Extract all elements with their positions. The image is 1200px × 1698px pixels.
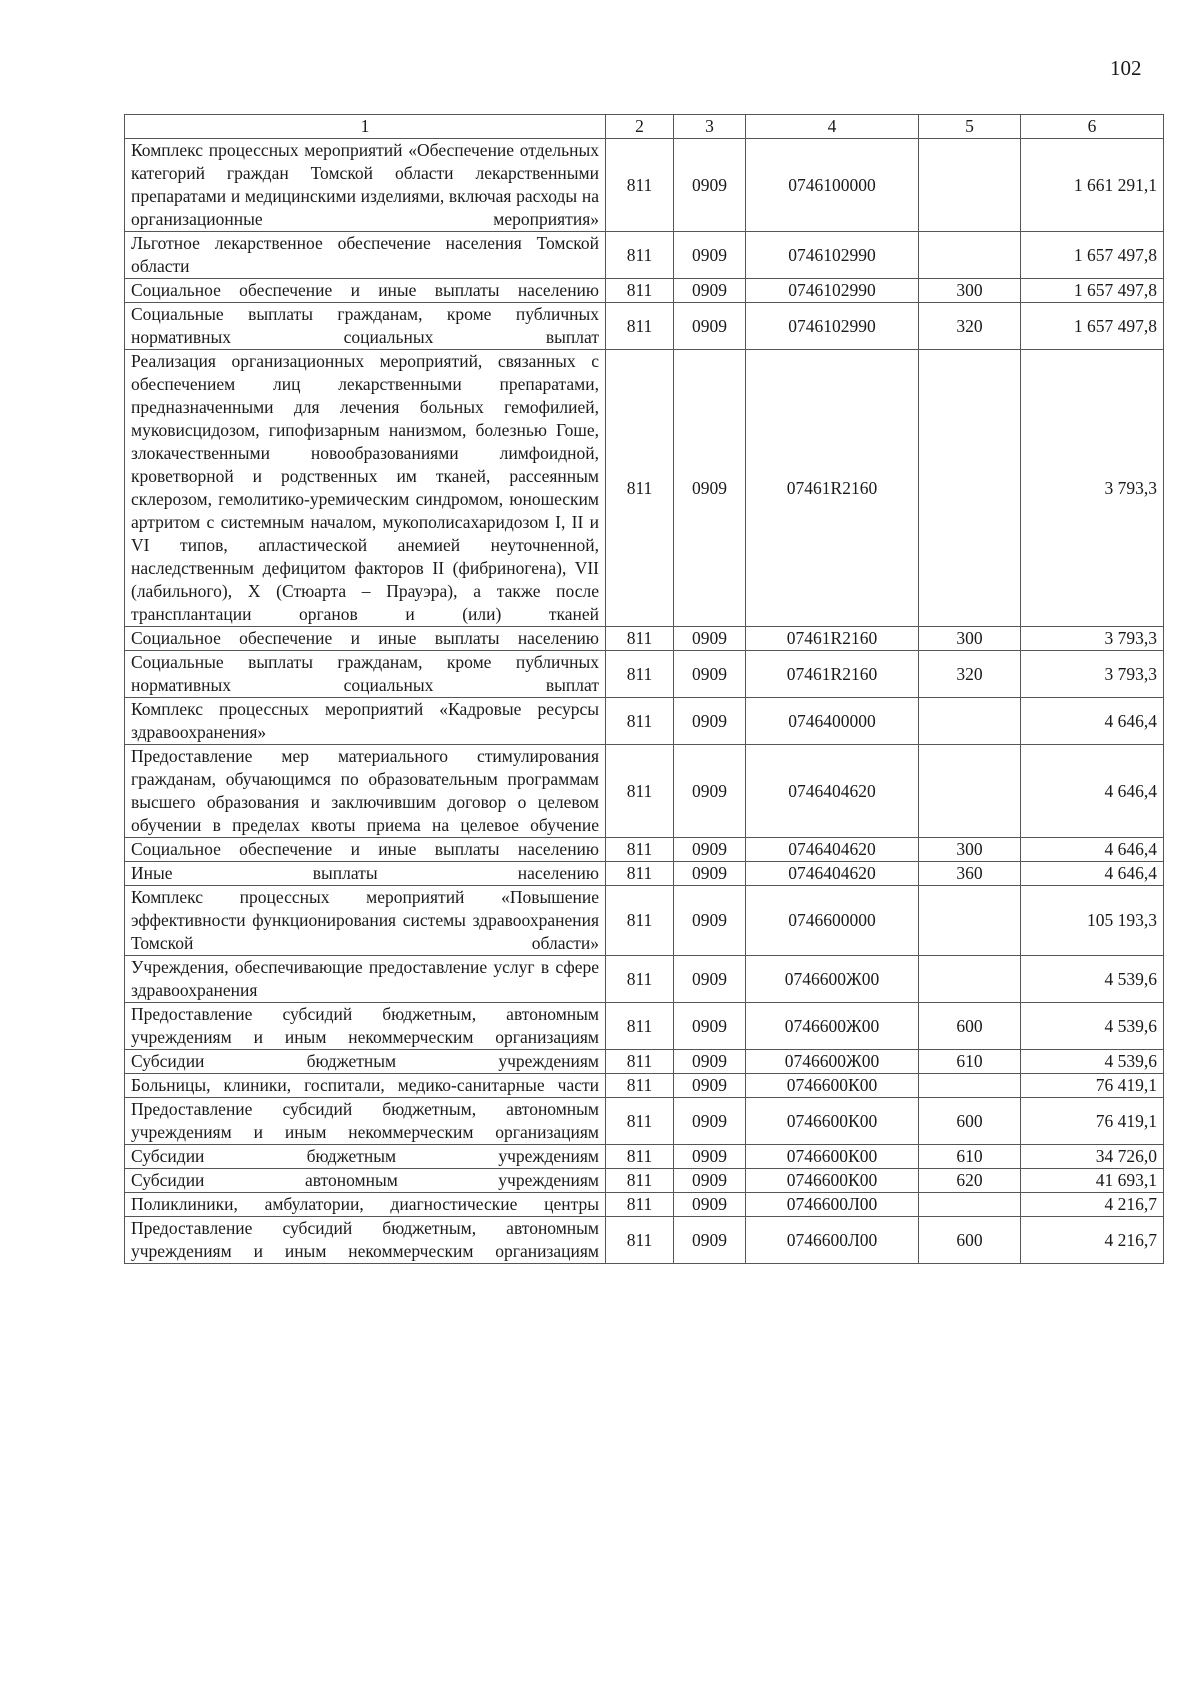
column-header: 2 <box>606 115 674 139</box>
expense-type-cell <box>919 139 1021 232</box>
ved-code-cell: 811 <box>606 1169 674 1193</box>
column-header: 1 <box>125 115 606 139</box>
table-row <box>125 745 1164 838</box>
target-article-cell: 0746600К00 <box>746 1074 919 1098</box>
amount-cell: 1 657 497,8 <box>1021 303 1164 350</box>
expense-type-cell: 300 <box>919 627 1021 651</box>
ved-code-cell: 811 <box>606 139 674 232</box>
table-row <box>125 1145 1164 1169</box>
ved-code-cell: 811 <box>606 862 674 886</box>
expense-type-cell: 300 <box>919 838 1021 862</box>
expense-type-cell <box>919 698 1021 745</box>
ved-code-cell: 811 <box>606 1050 674 1074</box>
table-row <box>125 838 1164 862</box>
section-code-cell: 0909 <box>674 1193 746 1217</box>
target-article-cell: 07461R2160 <box>746 627 919 651</box>
table-row <box>125 886 1164 956</box>
ved-code-cell: 811 <box>606 838 674 862</box>
section-code-cell: 0909 <box>674 1145 746 1169</box>
column-header: 6 <box>1021 115 1164 139</box>
row-name-cell: Субсидии бюджетным учреждениям <box>125 1050 606 1074</box>
amount-cell: 41 693,1 <box>1021 1169 1164 1193</box>
ved-code-cell: 811 <box>606 1074 674 1098</box>
ved-code-cell: 811 <box>606 956 674 1003</box>
ved-code-cell: 811 <box>606 886 674 956</box>
target-article-cell: 0746600Ж00 <box>746 956 919 1003</box>
amount-cell: 4 646,4 <box>1021 862 1164 886</box>
table-row <box>125 1169 1164 1193</box>
target-article-cell: 0746102990 <box>746 303 919 350</box>
section-code-cell: 0909 <box>674 1003 746 1050</box>
table-row <box>125 279 1164 303</box>
target-article-cell: 0746600Л00 <box>746 1193 919 1217</box>
table-row <box>125 627 1164 651</box>
target-article-cell: 0746404620 <box>746 862 919 886</box>
section-code-cell: 0909 <box>674 745 746 838</box>
row-name-cell: Предоставление мер материального стимулирования гражданам, обучающимся по образовательным программам высшего образования и заключившим договор о целевом обучении в пределах квоты приема на целевое обучение <box>125 745 606 838</box>
target-article-cell: 0746400000 <box>746 698 919 745</box>
expense-type-cell <box>919 350 1021 627</box>
ved-code-cell: 811 <box>606 232 674 279</box>
section-code-cell: 0909 <box>674 886 746 956</box>
section-code-cell: 0909 <box>674 139 746 232</box>
amount-cell: 4 539,6 <box>1021 1003 1164 1050</box>
table-row <box>125 956 1164 1003</box>
column-header: 3 <box>674 115 746 139</box>
table-row <box>125 350 1164 627</box>
table-row <box>125 1050 1164 1074</box>
expense-type-cell <box>919 1074 1021 1098</box>
table-row <box>125 862 1164 886</box>
table-row <box>125 303 1164 350</box>
table-row <box>125 698 1164 745</box>
row-name-cell: Предоставление субсидий бюджетным, автономным учреждениям и иным некоммерческим организациям <box>125 1217 606 1264</box>
target-article-cell: 0746600Ж00 <box>746 1050 919 1074</box>
amount-cell: 105 193,3 <box>1021 886 1164 956</box>
amount-cell: 1 657 497,8 <box>1021 232 1164 279</box>
expense-type-cell: 300 <box>919 279 1021 303</box>
row-name-cell: Комплекс процессных мероприятий «Повышение эффективности функционирования системы здравоохранения Томской области» <box>125 886 606 956</box>
section-code-cell: 0909 <box>674 1098 746 1145</box>
budget-table <box>124 114 1164 1264</box>
section-code-cell: 0909 <box>674 838 746 862</box>
section-code-cell: 0909 <box>674 698 746 745</box>
row-name-cell: Больницы, клиники, госпитали, медико-санитарные части <box>125 1074 606 1098</box>
row-name-cell: Комплекс процессных мероприятий «Обеспечение отдельных категорий граждан Томской области лекарственными препаратами и медицинскими изделиями, включая расходы на организационные мероприятия» <box>125 139 606 232</box>
section-code-cell: 0909 <box>674 350 746 627</box>
target-article-cell: 0746404620 <box>746 838 919 862</box>
ved-code-cell: 811 <box>606 627 674 651</box>
row-name-cell: Социальное обеспечение и иные выплаты населению <box>125 279 606 303</box>
expense-type-cell <box>919 956 1021 1003</box>
row-name-cell: Социальные выплаты гражданам, кроме публичных нормативных социальных выплат <box>125 651 606 698</box>
table-header-row <box>125 115 1164 139</box>
target-article-cell: 0746404620 <box>746 745 919 838</box>
target-article-cell: 0746102990 <box>746 232 919 279</box>
expense-type-cell: 320 <box>919 651 1021 698</box>
expense-type-cell: 600 <box>919 1003 1021 1050</box>
amount-cell: 4 216,7 <box>1021 1217 1164 1264</box>
target-article-cell: 0746600000 <box>746 886 919 956</box>
amount-cell: 4 539,6 <box>1021 956 1164 1003</box>
section-code-cell: 0909 <box>674 1074 746 1098</box>
ved-code-cell: 811 <box>606 350 674 627</box>
expense-type-cell: 610 <box>919 1050 1021 1074</box>
expense-type-cell: 620 <box>919 1169 1021 1193</box>
ved-code-cell: 811 <box>606 1193 674 1217</box>
target-article-cell: 07461R2160 <box>746 651 919 698</box>
section-code-cell: 0909 <box>674 627 746 651</box>
expense-type-cell <box>919 1193 1021 1217</box>
target-article-cell: 0746100000 <box>746 139 919 232</box>
section-code-cell: 0909 <box>674 1169 746 1193</box>
row-name-cell: Социальное обеспечение и иные выплаты населению <box>125 627 606 651</box>
page-number: 102 <box>1110 56 1142 80</box>
table-row <box>125 1003 1164 1050</box>
section-code-cell: 0909 <box>674 1050 746 1074</box>
amount-cell: 4 216,7 <box>1021 1193 1164 1217</box>
amount-cell: 76 419,1 <box>1021 1098 1164 1145</box>
section-code-cell: 0909 <box>674 956 746 1003</box>
target-article-cell: 0746600Ж00 <box>746 1003 919 1050</box>
expense-type-cell <box>919 232 1021 279</box>
table-row <box>125 232 1164 279</box>
row-name-cell: Социальные выплаты гражданам, кроме публичных нормативных социальных выплат <box>125 303 606 350</box>
ved-code-cell: 811 <box>606 1003 674 1050</box>
section-code-cell: 0909 <box>674 279 746 303</box>
row-name-cell: Поликлиники, амбулатории, диагностические центры <box>125 1193 606 1217</box>
expense-type-cell <box>919 886 1021 956</box>
amount-cell: 76 419,1 <box>1021 1074 1164 1098</box>
ved-code-cell: 811 <box>606 698 674 745</box>
row-name-cell: Социальное обеспечение и иные выплаты населению <box>125 838 606 862</box>
target-article-cell: 0746600К00 <box>746 1098 919 1145</box>
target-article-cell: 0746102990 <box>746 279 919 303</box>
section-code-cell: 0909 <box>674 303 746 350</box>
row-name-cell: Льготное лекарственное обеспечение населения Томской области <box>125 232 606 279</box>
amount-cell: 1 661 291,1 <box>1021 139 1164 232</box>
ved-code-cell: 811 <box>606 279 674 303</box>
row-name-cell: Субсидии бюджетным учреждениям <box>125 1145 606 1169</box>
ved-code-cell: 811 <box>606 1098 674 1145</box>
target-article-cell: 0746600К00 <box>746 1145 919 1169</box>
table-row <box>125 1098 1164 1145</box>
column-header: 5 <box>919 115 1021 139</box>
section-code-cell: 0909 <box>674 232 746 279</box>
target-article-cell: 07461R2160 <box>746 350 919 627</box>
expense-type-cell: 360 <box>919 862 1021 886</box>
row-name-cell: Учреждения, обеспечивающие предоставление услуг в сфере здравоохранения <box>125 956 606 1003</box>
amount-cell: 4 646,4 <box>1021 838 1164 862</box>
table-row <box>125 139 1164 232</box>
amount-cell: 3 793,3 <box>1021 627 1164 651</box>
table-row <box>125 651 1164 698</box>
amount-cell: 3 793,3 <box>1021 350 1164 627</box>
row-name-cell: Реализация организационных мероприятий, связанных с обеспечением лиц лекарственными препаратами, предназначенными для лечения больных гемофилией, муковисцидозом, гипофизарным нанизмом, болезнью Гоше, злокачественными новообразованиями лимфоидной, кроветворной и родственных им тканей, рассеянным склерозом, гемолитико-уремическим синдромом, юношеским артритом с системным началом, мукополисахаридозом I, II и VI типов, апластической анемией неуточненной, наследственным дефицитом факторов II (фибриногена), VII (лабильного), X (Стюарта – Прауэра), а также после трансплантации органов и (или) тканей <box>125 350 606 627</box>
expense-type-cell: 600 <box>919 1098 1021 1145</box>
ved-code-cell: 811 <box>606 745 674 838</box>
row-name-cell: Комплекс процессных мероприятий «Кадровые ресурсы здравоохранения» <box>125 698 606 745</box>
expense-type-cell: 600 <box>919 1217 1021 1264</box>
row-name-cell: Предоставление субсидий бюджетным, автономным учреждениям и иным некоммерческим организациям <box>125 1003 606 1050</box>
section-code-cell: 0909 <box>674 1217 746 1264</box>
ved-code-cell: 811 <box>606 1145 674 1169</box>
section-code-cell: 0909 <box>674 862 746 886</box>
expense-type-cell: 320 <box>919 303 1021 350</box>
amount-cell: 4 539,6 <box>1021 1050 1164 1074</box>
section-code-cell: 0909 <box>674 651 746 698</box>
expense-type-cell: 610 <box>919 1145 1021 1169</box>
expense-type-cell <box>919 745 1021 838</box>
amount-cell: 4 646,4 <box>1021 745 1164 838</box>
ved-code-cell: 811 <box>606 1217 674 1264</box>
row-name-cell: Субсидии автономным учреждениям <box>125 1169 606 1193</box>
amount-cell: 4 646,4 <box>1021 698 1164 745</box>
table-row <box>125 1074 1164 1098</box>
row-name-cell: Предоставление субсидий бюджетным, автономным учреждениям и иным некоммерческим организациям <box>125 1098 606 1145</box>
column-header: 4 <box>746 115 919 139</box>
table-row <box>125 1217 1164 1264</box>
ved-code-cell: 811 <box>606 651 674 698</box>
table-row <box>125 1193 1164 1217</box>
row-name-cell: Иные выплаты населению <box>125 862 606 886</box>
target-article-cell: 0746600Л00 <box>746 1217 919 1264</box>
amount-cell: 34 726,0 <box>1021 1145 1164 1169</box>
amount-cell: 3 793,3 <box>1021 651 1164 698</box>
ved-code-cell: 811 <box>606 303 674 350</box>
target-article-cell: 0746600К00 <box>746 1169 919 1193</box>
amount-cell: 1 657 497,8 <box>1021 279 1164 303</box>
